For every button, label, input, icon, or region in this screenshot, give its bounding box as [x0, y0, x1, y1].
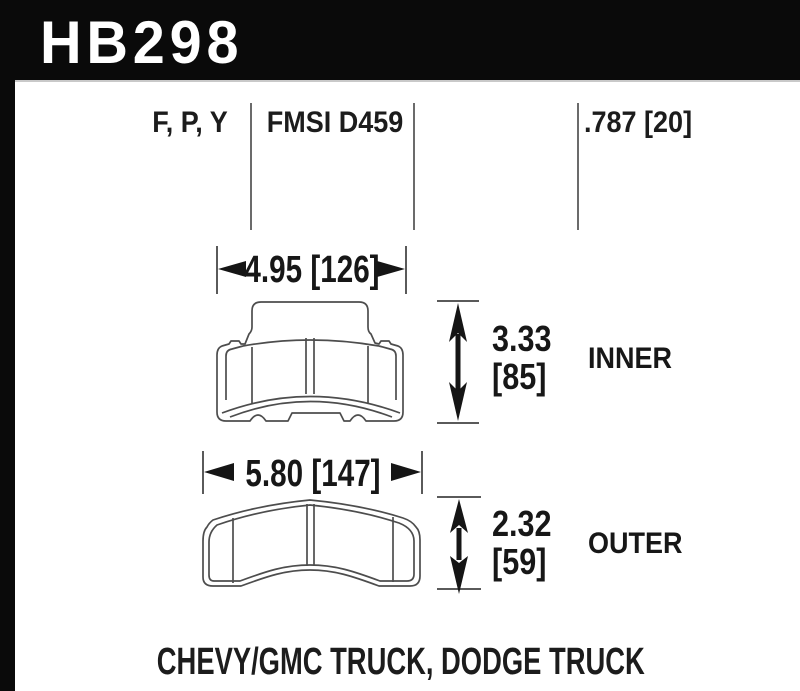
outer-thickness-label — [492, 505, 552, 581]
outer-thickness-mm: [59] — [492, 541, 547, 582]
inner-pad-friction-top-arc — [243, 340, 379, 346]
inner-thickness-label — [492, 320, 552, 396]
inner-pad-backing-outline — [217, 302, 403, 421]
nominal-thickness: .787 [20] — [584, 106, 693, 139]
inner-thickness-inches: 3.33 — [492, 318, 552, 359]
outer-pad-label: OUTER — [588, 527, 683, 560]
outer-width-dimension-label: 5.80 [147] — [245, 453, 381, 495]
inner-width-dimension-label: 4.95 [126] — [244, 249, 380, 291]
inner-pad-inner-left-edge — [226, 346, 243, 400]
outer-pad-drawing — [203, 500, 420, 586]
inner-pad-inner-right-edge — [379, 346, 396, 400]
outer-thickness-inches: 2.32 — [492, 503, 552, 544]
inner-thickness-mm: [85] — [492, 356, 547, 397]
outer-pad-backing-outline — [203, 500, 420, 586]
compound-codes: F, P, Y — [152, 106, 228, 139]
vehicle-application: CHEVY/GMC TRUCK, DODGE TRUCK — [156, 641, 645, 683]
inner-pad-drawing — [217, 302, 403, 421]
inner-pad-label: INNER — [588, 342, 673, 375]
arrow-up-icon — [450, 499, 468, 533]
inner-thickness-dimension — [437, 301, 479, 423]
part-number: HB298 — [40, 9, 244, 76]
fmsi-number: FMSI D459 — [266, 106, 404, 139]
outer-thickness-dimension — [437, 497, 481, 594]
